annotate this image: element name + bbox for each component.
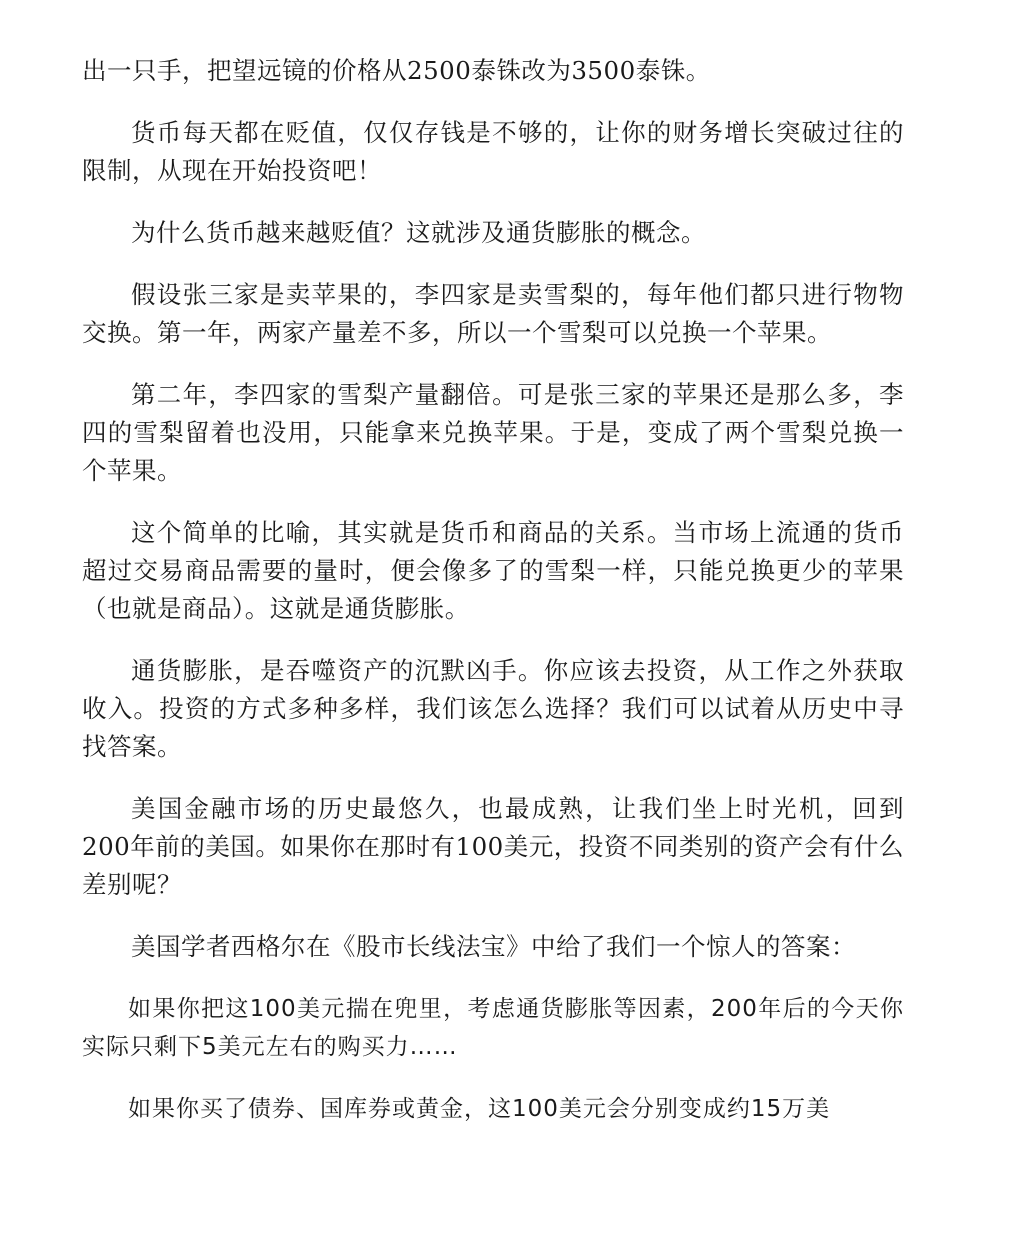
text-body	[82, 52, 904, 1152]
paragraph-continued: 出一只手，把望远镜的价格从2500泰铢改为3500泰铢。	[82, 56, 711, 85]
paragraph-second-year: 第二年，李四家的雪梨产量翻倍。可是张三家的苹果还是那么多，李四的雪梨留着也没用，只能拿来兑换苹果。于是，变成了两个雪梨兑换一个苹果。	[82, 380, 904, 485]
paragraph-siegel: 美国学者西格尔在《股市长线法宝》中给了我们一个惊人的答案：	[131, 932, 856, 961]
paragraph-inflation-question: 为什么货币越来越贬值？这就涉及通货膨胀的概念。	[131, 218, 706, 247]
paragraph-us-history: 美国金融市场的历史最悠久，也最成熟，让我们坐上时光机，回到200年前的美国。如果你在那时有100美元，投资不同类别的资产会有什么差别呢？	[82, 794, 904, 899]
paragraph-quote-cash: 如果你把这100美元揣在兜里，考虑通货膨胀等因素，200年后的今天你实际只剩下5美元左右的购买力……	[82, 996, 904, 1060]
paragraph-silent-killer: 通货膨胀，是吞噬资产的沉默凶手。你应该去投资，从工作之外获取收入。投资的方式多种多样，我们该怎么选择？我们可以试着从历史中寻找答案。	[82, 656, 904, 761]
paragraph-metaphor: 这个简单的比喻，其实就是货币和商品的关系。当市场上流通的货币超过交易商品需要的量时，便会像多了的雪梨一样，只能兑换更少的苹果（也就是商品）。这就是通货膨胀。	[82, 518, 904, 623]
paragraph-currency-devaluation: 货币每天都在贬值，仅仅存钱是不够的，让你的财务增长突破过往的限制，从现在开始投资吧！	[82, 118, 904, 185]
paragraph-barter-example: 假设张三家是卖苹果的，李四家是卖雪梨的，每年他们都只进行物物交换。第一年，两家产量差不多，所以一个雪梨可以兑换一个苹果。	[82, 280, 904, 347]
paragraph-quote-bonds: 如果你买了债券、国库券或黄金，这100美元会分别变成约15万美	[128, 1096, 831, 1122]
